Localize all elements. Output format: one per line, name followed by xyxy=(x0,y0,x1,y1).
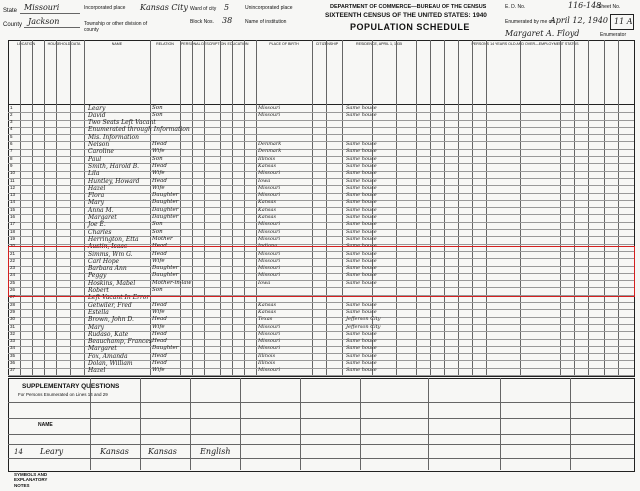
person-residence: Same house xyxy=(346,360,377,366)
person-birthplace: Missouri xyxy=(258,104,281,111)
person-birthplace: Missouri xyxy=(258,250,281,257)
incorporated-label: Incorporated place xyxy=(84,5,126,11)
person-birthplace: Missouri xyxy=(258,367,281,374)
person-relation: Daughter xyxy=(152,192,179,199)
person-name: Mary xyxy=(88,323,104,331)
row-line-number: 37 xyxy=(10,367,16,373)
supplementary-column-rule xyxy=(140,378,141,470)
person-residence: Same house xyxy=(346,243,377,250)
state-value: Missouri xyxy=(24,3,60,12)
person-residence: Same house xyxy=(346,265,377,272)
person-name: Lila xyxy=(88,170,100,178)
person-relation: Daughter xyxy=(152,265,179,272)
person-name: Huntley, Howard xyxy=(88,177,140,185)
person-name: Flora xyxy=(88,192,105,200)
enumerator-name: Margaret A. Floyd xyxy=(505,29,580,38)
ed-value: 116-148 xyxy=(568,1,602,10)
supplementary-column-rule xyxy=(190,378,191,470)
person-residence: Same house xyxy=(346,330,377,337)
person-residence: Same house xyxy=(346,352,377,359)
supplementary-name-header: NAME xyxy=(38,422,53,428)
ed-label: E. D. No. xyxy=(505,4,526,10)
person-birthplace: Kansas xyxy=(258,301,277,308)
supplementary-column-rule xyxy=(300,378,301,470)
department-title: DEPARTMENT OF COMMERCE—BUREAU OF THE CENSUS xyxy=(330,4,487,10)
enumerated-date: April 12, 1940 xyxy=(550,16,609,25)
person-birthplace: Kansas xyxy=(258,308,277,315)
person-name: Robert xyxy=(88,287,109,294)
supplementary-column-rule xyxy=(240,378,241,470)
row-line-number: 29 xyxy=(10,308,16,314)
institution-label: Name of institution xyxy=(245,19,287,25)
person-birthplace: Indiana xyxy=(258,243,278,250)
supplementary-row-rule xyxy=(8,458,634,459)
column-group-header: PERSONAL DESCRIPTION xyxy=(181,42,226,46)
enumerator-label: Enumerator xyxy=(600,32,627,38)
person-residence: Same house xyxy=(346,104,377,111)
person-residence: Same house xyxy=(346,148,377,155)
row-line-number: 28 xyxy=(10,301,16,307)
person-name: Fox, Amanda xyxy=(88,352,128,360)
person-birthplace: Missouri xyxy=(258,338,281,345)
person-birthplace: Kansas xyxy=(258,214,277,220)
column-group-header: CITIZENSHIP xyxy=(315,42,339,46)
person-name: Estella xyxy=(88,308,109,316)
person-residence: Same house xyxy=(346,192,377,199)
supplementary-column-rule xyxy=(570,378,571,470)
row-line-number: 1 xyxy=(10,104,13,110)
supplementary-subtitle: For Persons Enumerated on Lines 14 and 29 xyxy=(18,392,108,397)
person-residence: Jefferson City xyxy=(346,316,381,323)
person-name: Nelson xyxy=(88,141,110,148)
person-relation: Head xyxy=(152,177,167,184)
row-line-number: 23 xyxy=(10,265,16,271)
person-residence: Same house xyxy=(346,250,377,257)
person-name: Smith, Harold B. xyxy=(88,162,140,170)
person-birthplace: Missouri xyxy=(258,257,281,264)
person-relation: Head xyxy=(152,301,167,308)
person-birthplace: Iowa xyxy=(258,279,271,286)
person-name: Dolan, William xyxy=(88,360,133,367)
person-name: Hazel xyxy=(88,367,106,375)
block-label: Block Nos. xyxy=(190,19,214,25)
person-birthplace: Missouri xyxy=(258,184,281,191)
person-relation: Wife xyxy=(152,367,165,374)
sheet-label: Sheet No. xyxy=(598,4,621,10)
row-line-number: 9 xyxy=(10,162,13,168)
ward-label: Ward of city xyxy=(190,6,217,12)
supplementary-row-rule xyxy=(8,434,634,435)
row-line-number: 33 xyxy=(10,338,16,344)
person-birthplace: Illinois xyxy=(258,155,276,162)
person-relation: Head xyxy=(152,352,167,359)
person-name: Leary xyxy=(88,104,106,112)
block-value: 38 xyxy=(222,16,233,25)
person-birthplace: Missouri xyxy=(258,272,281,279)
person-relation: Daughter xyxy=(152,214,179,220)
person-birthplace: Missouri xyxy=(258,330,281,337)
row-line-number: 30 xyxy=(10,316,16,322)
supplementary-father-birthplace: Kansas xyxy=(100,447,129,456)
person-relation: Son xyxy=(152,221,163,228)
person-relation: Wife xyxy=(152,257,165,264)
person-relation: Head xyxy=(152,316,167,323)
person-relation: Son xyxy=(152,111,163,118)
supplementary-column-rule xyxy=(500,378,501,470)
supplementary-row-rule xyxy=(8,418,634,419)
person-residence: Same house xyxy=(346,272,377,279)
person-relation: Head xyxy=(152,360,167,366)
sheet-number-box xyxy=(610,14,634,30)
person-name: Mis. Information xyxy=(88,133,139,141)
supplementary-column-rule xyxy=(360,378,361,470)
person-birthplace: Kansas xyxy=(258,206,277,213)
person-residence: Same house xyxy=(346,235,377,242)
person-residence: Same house xyxy=(346,177,377,184)
row-line-number: 25 xyxy=(10,279,16,285)
person-relation: Head xyxy=(152,243,167,250)
person-birthplace: Denmark xyxy=(258,141,282,147)
person-birthplace: Missouri xyxy=(258,170,281,177)
column-group-header: RESIDENCE, APRIL 1, 1935 xyxy=(355,42,402,46)
schedule-title: POPULATION SCHEDULE xyxy=(350,22,470,32)
row-line-number: 4 xyxy=(10,126,13,132)
person-residence: Same house xyxy=(346,184,377,191)
person-residence: Same house xyxy=(346,141,377,147)
person-residence: Same house xyxy=(346,301,377,308)
person-relation: Head xyxy=(152,338,167,345)
person-name: Hazel xyxy=(88,184,106,192)
person-residence: Jefferson City xyxy=(346,323,381,330)
person-birthplace: Texas xyxy=(258,316,273,323)
person-relation: Head xyxy=(152,330,167,337)
person-name: Rudaso, Kate xyxy=(88,330,129,338)
row-line-number: 17 xyxy=(10,221,16,227)
incorporated-value: Kansas City xyxy=(140,3,188,12)
column-group-header: PERSONS 14 YEARS OLD AND OVER—EMPLOYMENT STATUS xyxy=(471,42,579,46)
row-line-number: 18 xyxy=(10,228,16,234)
supplementary-column-rule xyxy=(428,378,429,470)
unincorporated-label: Unincorporated place xyxy=(245,5,293,11)
row-line-number: 31 xyxy=(10,323,16,329)
person-residence: Same house xyxy=(346,155,377,162)
row-line-number: 19 xyxy=(10,235,16,241)
row-line-number: 7 xyxy=(10,148,13,154)
person-relation: Mother xyxy=(152,235,173,242)
highlighted-household-rows xyxy=(8,243,635,297)
person-residence: Same house xyxy=(346,279,377,286)
person-residence: Same house xyxy=(346,228,377,235)
supplementary-language: English xyxy=(200,447,231,456)
person-name: Two Seats Left Vacant xyxy=(88,119,156,127)
person-name: Barbara Ann xyxy=(88,265,127,273)
person-name: Getwiler, Fred xyxy=(88,301,132,309)
person-relation: Mother-in-law xyxy=(152,279,192,286)
census-title: SIXTEENTH CENSUS OF THE UNITED STATES: 1940 xyxy=(325,12,487,19)
person-name: Anna M. xyxy=(88,206,114,214)
person-residence: Same house xyxy=(346,206,377,213)
row-line-number: 8 xyxy=(10,155,13,161)
row-line-number: 12 xyxy=(10,184,16,190)
person-birthplace: Denmark xyxy=(258,148,282,155)
row-line-number: 24 xyxy=(10,272,16,278)
column-group-header: NAME xyxy=(111,42,123,46)
county-value: Jackson xyxy=(28,17,60,26)
person-residence: Same house xyxy=(346,257,377,264)
person-relation: Wife xyxy=(152,323,165,330)
person-name: Hoskins, Mabel xyxy=(88,279,136,287)
person-relation: Son xyxy=(152,287,163,293)
person-relation: Wife xyxy=(152,148,165,155)
person-relation: Son xyxy=(152,228,163,235)
person-birthplace: Iowa xyxy=(258,177,271,184)
row-line-number: 11 xyxy=(10,177,15,183)
row-line-number: 15 xyxy=(10,206,16,212)
person-residence: Same house xyxy=(346,214,377,220)
enumerated-label: Enumerated by me on xyxy=(505,19,555,25)
person-name: Mary xyxy=(88,199,104,207)
person-relation: Head xyxy=(152,162,167,169)
person-birthplace: Illinois xyxy=(258,352,276,359)
person-name: David xyxy=(88,111,106,119)
person-residence: Same house xyxy=(346,367,377,374)
person-birthplace: Missouri xyxy=(258,345,281,352)
symbols-label: SYMBOLS AND EXPLANATORY NOTES xyxy=(14,472,48,488)
row-line-number: 22 xyxy=(10,257,16,263)
person-birthplace: Illinois xyxy=(258,360,276,366)
column-group-header: PLACE OF BIRTH xyxy=(269,42,299,46)
sheet-value: 11 A xyxy=(614,17,633,26)
person-relation: Wife xyxy=(152,170,165,177)
person-name: Brown, John D. xyxy=(88,316,134,324)
person-name: Simms, Wm G. xyxy=(88,250,133,258)
supplementary-entry-name: Leary xyxy=(40,447,64,456)
person-residence: Same house xyxy=(346,345,377,352)
person-birthplace: Missouri xyxy=(258,192,281,199)
person-birthplace: Missouri xyxy=(258,265,281,272)
person-name: Paul xyxy=(88,155,102,163)
supplementary-column-rule xyxy=(90,378,91,470)
row-line-number: 26 xyxy=(10,287,16,292)
row-line-number: 16 xyxy=(10,214,16,219)
person-name: Beauchamp, Frances xyxy=(88,338,153,346)
row-line-number: 34 xyxy=(10,345,16,351)
person-birthplace: Missouri xyxy=(258,323,281,330)
person-relation: Head xyxy=(152,141,167,147)
person-relation: Son xyxy=(152,155,163,162)
person-birthplace: Missouri xyxy=(258,221,281,228)
row-line-number: 20 xyxy=(10,243,16,249)
county-label: County xyxy=(3,22,23,28)
person-relation: Daughter xyxy=(152,272,179,279)
person-name: Caroline xyxy=(88,148,114,156)
person-name: Charles xyxy=(88,228,112,236)
person-birthplace: Kansas xyxy=(258,162,277,169)
person-residence: Same house xyxy=(346,338,377,345)
person-relation: Daughter xyxy=(152,199,179,206)
ward-value: 5 xyxy=(224,3,230,12)
table-row xyxy=(8,368,634,376)
person-name: Enumerated through Information xyxy=(88,126,190,134)
person-birthplace: Missouri xyxy=(258,111,281,118)
row-line-number: 3 xyxy=(10,119,13,125)
person-residence: Same house xyxy=(346,199,377,206)
person-relation: Wife xyxy=(152,184,165,191)
person-relation: Son xyxy=(152,104,163,111)
person-relation: Daughter xyxy=(152,206,179,213)
row-line-number: 35 xyxy=(10,352,16,358)
row-line-number: 36 xyxy=(10,360,16,365)
row-line-number: 14 xyxy=(10,199,16,205)
person-name: Peggy xyxy=(88,272,107,280)
state-label: State xyxy=(3,8,18,14)
person-birthplace: Missouri xyxy=(258,228,281,235)
person-name: Herrington, Etta xyxy=(88,235,139,243)
row-line-number: 32 xyxy=(10,330,16,336)
row-line-number: 10 xyxy=(10,170,16,176)
person-name: Margaret xyxy=(88,214,117,221)
row-line-number: 13 xyxy=(10,192,16,198)
person-residence: Same house xyxy=(346,162,377,169)
person-relation: Wife xyxy=(152,308,165,315)
person-birthplace: Missouri xyxy=(258,235,281,242)
person-birthplace: Kansas xyxy=(258,199,277,206)
row-line-number: 2 xyxy=(10,111,13,117)
supplementary-title: SUPPLEMENTARY QUESTIONS xyxy=(22,383,120,390)
person-name: Joe E. xyxy=(88,221,106,229)
person-residence: Same house xyxy=(346,221,377,228)
township-label: Township or other division of county xyxy=(84,21,148,33)
column-group-header: RELATION xyxy=(156,42,174,46)
person-residence: Same house xyxy=(346,308,377,315)
column-group-header: EDUCATION xyxy=(227,42,249,46)
person-name: Carl Hope xyxy=(88,257,120,265)
person-relation: Head xyxy=(152,250,167,257)
column-group-header: LOCATION xyxy=(16,42,36,46)
supplementary-mother-birthplace: Kansas xyxy=(148,447,177,456)
supplementary-entry-line: 14 xyxy=(14,448,23,456)
person-relation: Daughter xyxy=(152,345,179,352)
row-line-number: 5 xyxy=(10,133,13,139)
person-residence: Same house xyxy=(346,111,377,118)
row-line-number: 21 xyxy=(10,250,16,256)
person-name: Margaret xyxy=(88,345,117,353)
person-residence: Same house xyxy=(346,170,377,177)
supplementary-row-rule xyxy=(8,444,634,445)
row-line-number: 27 xyxy=(10,294,16,300)
person-name: Left Vacant In Error xyxy=(88,294,150,302)
person-name: Austin, Isaac xyxy=(88,243,128,251)
column-group-header: HOUSEHOLD DATA xyxy=(47,42,81,46)
supplementary-row-rule xyxy=(8,402,634,403)
row-line-number: 6 xyxy=(10,141,13,146)
